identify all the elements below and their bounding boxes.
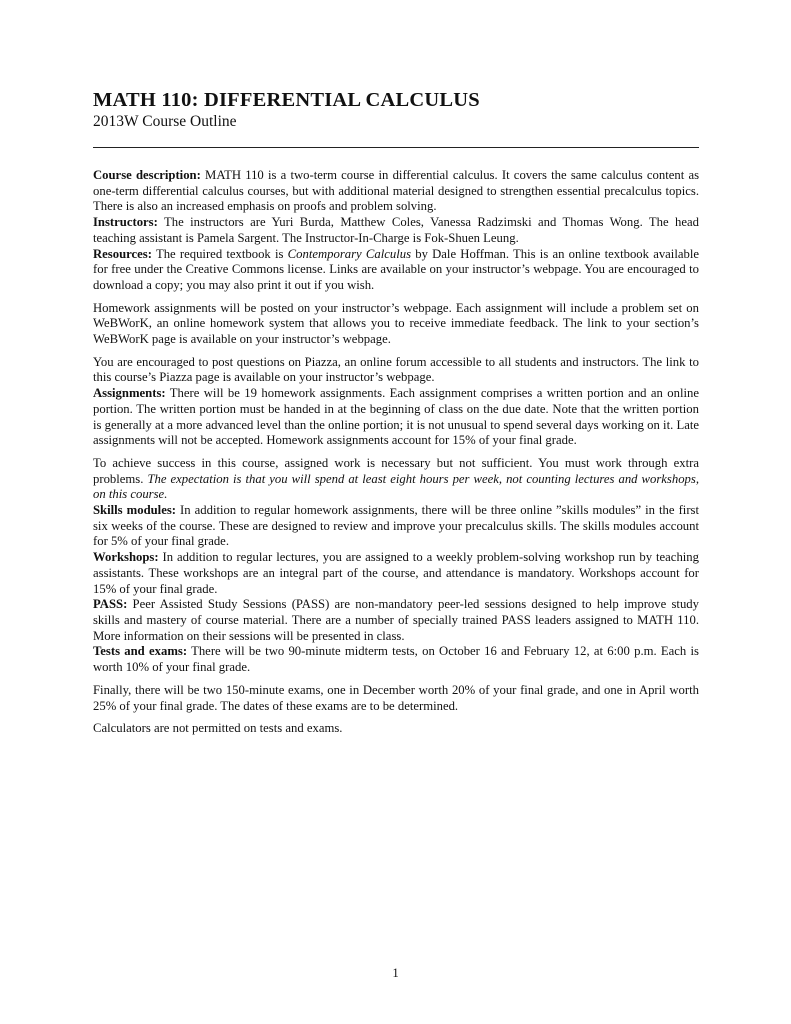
tests-exams-text: There will be two 90-minute midterm tests, on October 16 and February 12, at 6:00 p.m. Each is worth 10% of your final grade.: [93, 644, 699, 675]
skills-modules-text: In addition to regular homework assignments, there will be three online ”skills modules” in the first six weeks of the course. These are designed to review and improve your precalculus skills. The skills modules account for 5% of your final grade.: [93, 503, 700, 549]
resources-text-after: by Dale Hoffman. This is an online textbook available for free under the Creative Commons license. Links are available on your instructor’s webpage. You are encouraged to download a copy; you may also print it out if you wish.: [93, 246, 699, 292]
resources-text-before: The required textbook is: [151, 246, 288, 261]
course-description-text: MATH 110 is a two-term course in differential calculus. It covers the same calculus content as one-term differential calculus courses, but with additional material designed to strengthen essential precalculus topics. There is also an increased emphasis on proofs and problem solving.: [93, 168, 700, 214]
title-divider: [93, 147, 699, 148]
tests-exams-label: Tests and exams:: [93, 644, 188, 659]
instructors-label: Instructors:: [93, 215, 158, 230]
document-body: [93, 168, 699, 737]
final-exams-paragraph: Finally, there will be two 150-minute exams, one in December worth 20% of your final grade, and one in April worth 25% of your final grade. The dates of these exams are to be determined.: [93, 682, 699, 713]
pass-label: PASS:: [93, 597, 128, 612]
pass-text: Peer Assisted Study Sessions (PASS) are non-mandatory peer-led sessions designed to help improve study skills and mastery of course material. There are a number of specially trained PASS leaders assigned to MATH 110. More information on their sessions will be presented in class.: [93, 597, 699, 643]
skills-modules-section: [93, 503, 699, 550]
calculators-paragraph: Calculators are not permitted on tests and exams.: [93, 721, 343, 736]
assignments-success-paragraph: [93, 456, 699, 503]
assignments-section: [93, 386, 699, 449]
skills-modules-label: Skills modules:: [93, 503, 177, 518]
resources-section: [93, 247, 699, 294]
page-title: MATH 110: DIFFERENTIAL CALCULUS: [93, 89, 480, 111]
pass-section: [93, 597, 699, 644]
assignments-success-text: To achieve success in this course, assigned work is necessary but not sufficient. You must work through extra problems.: [93, 455, 699, 486]
instructors-text: The instructors are Yuri Burda, Matthew Coles, Vanessa Radzimski and Thomas Wong. The head teaching assistant is Pamela Sargent. The Instructor-In-Charge is Fok-Shuen Leung.: [93, 215, 699, 245]
textbook-title: Contemporary Calculus: [287, 246, 412, 261]
resources-homework-paragraph: Homework assignments will be posted on your instructor’s webpage. Each assignment will include a problem set on WeBWorK, an online homework system that allows you to receive immediate feedback. The link to your section’s WeBWorK page is available on your instructor’s webpage.: [93, 300, 699, 347]
resources-piazza-paragraph: You are encouraged to post questions on Piazza, an online forum accessible to all students and instructors. The link to this course’s Piazza page is available on your instructor’s webpage.: [93, 354, 699, 385]
assignments-text: There will be 19 homework assignments. Each assignment comprises a written portion and an online portion. The written portion must be handed in at the beginning of class on the due date. Note that the written portion is generally at a more advanced level than the online portion; it is not unusual to spend several days working on it. Late assignments will not be accepted. Homework assignments account for 15% of your final grade.: [93, 386, 699, 448]
document-page: [93, 88, 699, 737]
instructors-section: [93, 215, 699, 246]
workshops-section: [93, 550, 699, 597]
workshops-label: Workshops:: [93, 550, 159, 565]
page-subtitle: 2013W Course Outline: [93, 113, 237, 130]
course-description-label: Course description:: [93, 168, 201, 182]
resources-label: Resources:: [93, 246, 152, 261]
workshops-text: In addition to regular lectures, you are assigned to a weekly problem-solving workshop run by teaching assistants. These workshops are an integral part of the course, and attendance is mandatory. Workshops account for 15% of your final grade.: [93, 550, 699, 596]
assignments-expectation-text: The expectation is that you will spend at least eight hours per week, not counting lectures and workshops, on this course.: [93, 471, 699, 502]
assignments-label: Assignments:: [93, 386, 166, 401]
course-description-section: [93, 168, 699, 215]
tests-exams-section: [93, 644, 699, 675]
page-number: 1: [392, 966, 399, 980]
